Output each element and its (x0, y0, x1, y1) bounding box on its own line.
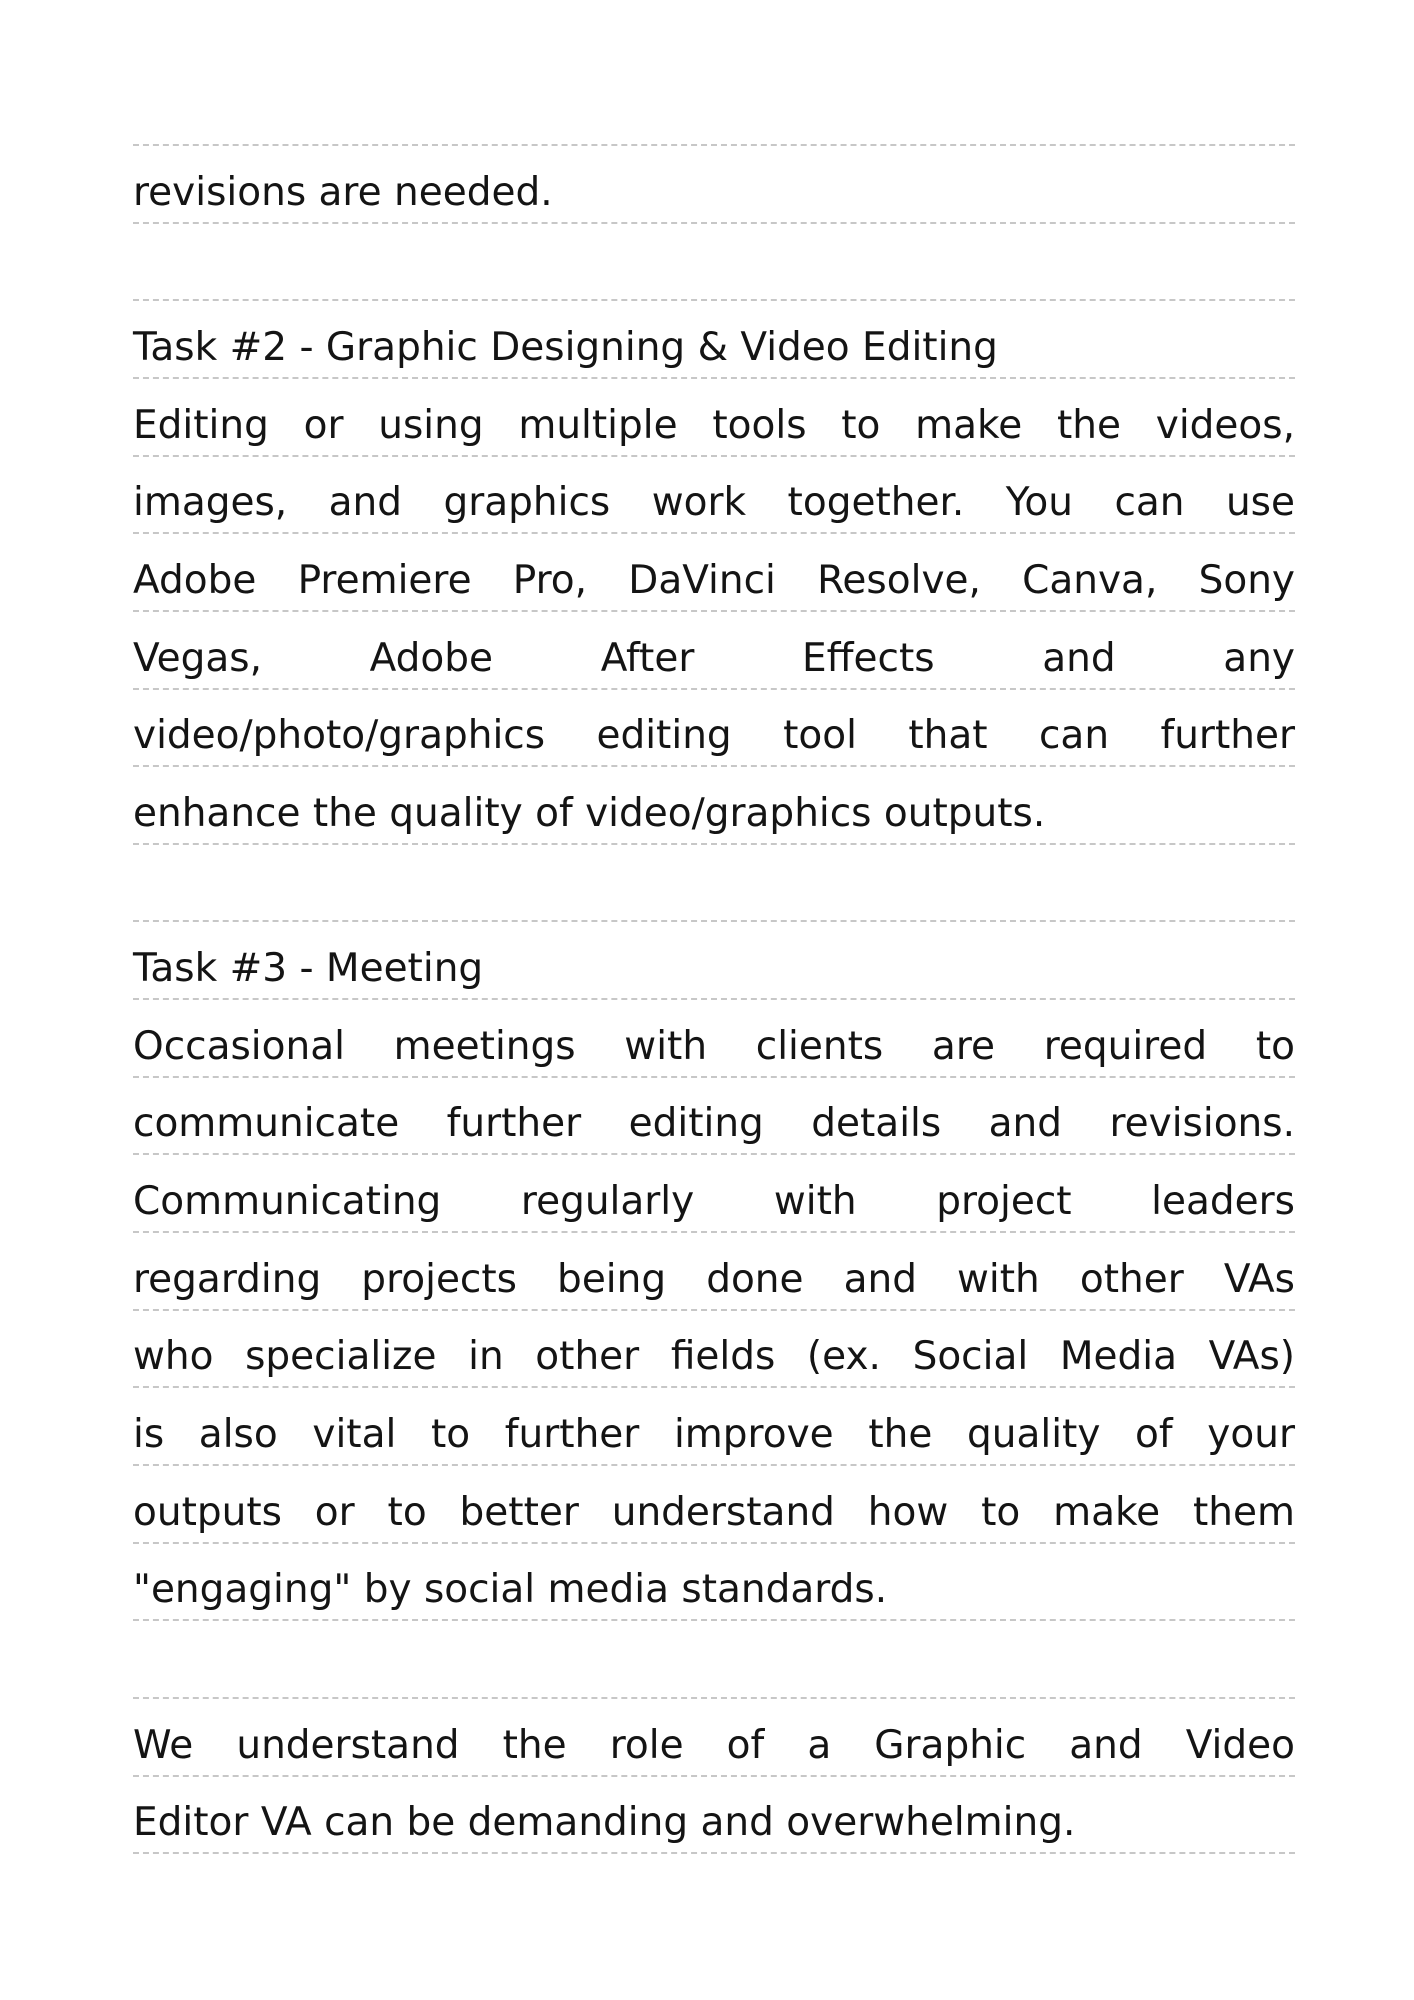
ruled-line (133, 1775, 1295, 1777)
ruled-line (133, 1619, 1295, 1621)
ruled-line (133, 377, 1295, 379)
body-line: images, and graphics work together. You can use (133, 480, 1295, 525)
body-line: enhance the quality of video/graphics outputs. (133, 791, 1046, 836)
ruled-line (133, 1153, 1295, 1155)
body-line: outputs or to better understand how to make them (133, 1490, 1295, 1535)
ruled-line (133, 299, 1295, 301)
ruled-line (133, 765, 1295, 767)
ruled-line (133, 920, 1295, 922)
ruled-line (133, 222, 1295, 224)
body-line: is also vital to further improve the quality of your (133, 1412, 1295, 1457)
ruled-line (133, 1852, 1295, 1854)
ruled-line (133, 998, 1295, 1000)
body-line: Adobe Premiere Pro, DaVinci Resolve, Canva, Sony (133, 558, 1295, 603)
ruled-line (133, 1309, 1295, 1311)
ruled-line (133, 1697, 1295, 1699)
task3-heading: Task #3 - Meeting (133, 946, 484, 991)
ruled-line (133, 144, 1295, 146)
body-line: video/photo/graphics editing tool that can further (133, 713, 1295, 758)
ruled-line (133, 1231, 1295, 1233)
ruled-line (133, 1386, 1295, 1388)
ruled-line (133, 1076, 1295, 1078)
ruled-line (133, 843, 1295, 845)
body-line: We understand the role of a Graphic and Video (133, 1723, 1295, 1768)
body-line: Vegas, Adobe After Effects and any (133, 636, 1295, 681)
body-line: Editor VA can be demanding and overwhelming. (133, 1800, 1076, 1845)
task2-heading: Task #2 - Graphic Designing & Video Editing (133, 325, 998, 370)
ruled-line (133, 610, 1295, 612)
ruled-line (133, 688, 1295, 690)
body-line: Occasional meetings with clients are required to (133, 1024, 1295, 1069)
ruled-line (133, 1464, 1295, 1466)
body-line: communicate further editing details and revisions. (133, 1101, 1295, 1146)
body-line: who specialize in other fields (ex. Social Media VAs) (133, 1334, 1295, 1379)
ruled-line (133, 532, 1295, 534)
ruled-line (133, 455, 1295, 457)
ruled-line (133, 1542, 1295, 1544)
body-line: Editing or using multiple tools to make the videos, (133, 403, 1295, 448)
body-line: "engaging" by social media standards. (133, 1567, 888, 1612)
body-line: regarding projects being done and with other VAs (133, 1257, 1295, 1302)
body-line: revisions are needed. (133, 170, 553, 215)
body-line: Communicating regularly with project leaders (133, 1179, 1295, 1224)
